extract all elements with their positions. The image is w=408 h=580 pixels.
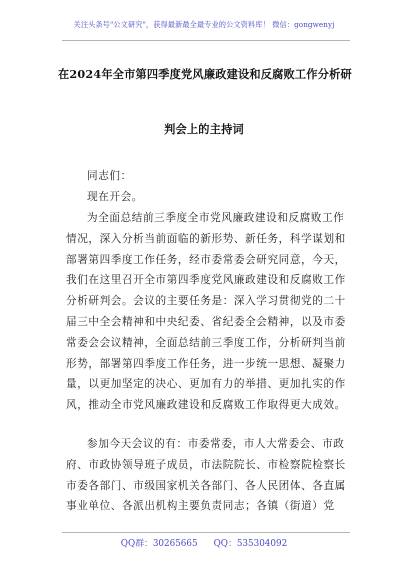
opening-line [66,187,350,208]
document-title-line-1: 在2024年全市第四季度党风廉政建设和反腐败工作分析研 [58,67,352,81]
paragraph-line: 常委会会议精神，全面总结前三季度工作，分析研判当前 [66,336,346,349]
paragraph-line: 府、市政协领导班子成员，市法院院长、市检察院检察长 [66,458,346,471]
footer-qq-group: QQ群：30265665 [120,539,198,549]
footer-contact [0,536,408,549]
paragraph-line: 参加今天会议的有：市委常委，市人大常委会、市政 [87,438,345,450]
paragraph-line: 分析研判会。会议的主要任务是：深入学习贯彻党的二十 [66,295,346,308]
paragraph-line: 届三中全会精神和中央纪委、省纪委全会精神，以及市委 [66,315,346,328]
paragraph-2 [66,434,350,517]
header-divider [62,40,350,41]
paragraph-line: 风，推动全市党风廉政建设和反腐败工作取得更大成效。 [66,399,346,412]
paragraph-line: 为全面总结前三季度全市党风廉政建设和反腐败工作 [87,212,345,224]
paragraph-line: 量，以更加坚定的决心、更加有力的举措、更加扎实的作 [66,378,346,391]
paragraph-1 [66,208,350,416]
paragraph-line: 部署第四季度工作任务，经市委常委会研究同意，今天， [66,253,346,266]
paragraph-line: 形势，部署第四季度工作任务，进一步统一思想、凝聚力 [66,357,346,370]
paragraph-line: 市委各部门、市级国家机关各部门、各人民团体、各直属 [66,479,346,492]
salutation [66,166,350,187]
header-banner: 关注头条号"公文研究"，获得最新最全最专业的公文资料库！ 微信：gongwenyj [73,20,335,29]
opening-text: 现在开会。 [87,191,143,203]
salutation-text: 同志们： [87,170,132,182]
paragraph-line: 事业单位、各派出机构主要负责同志；各镇（街道）党 [66,500,335,513]
paragraph-line: 我们在这里召开全市第四季度党风廉政建设和反腐败工作 [66,274,346,287]
footer-qq: QQ：535304092 [213,539,288,549]
document-title-line-2: 判会上的主持词 [164,122,244,136]
footer-divider [62,532,350,533]
paragraph-line: 情况，深入分析当前面临的新形势、新任务，科学谋划和 [66,232,346,245]
